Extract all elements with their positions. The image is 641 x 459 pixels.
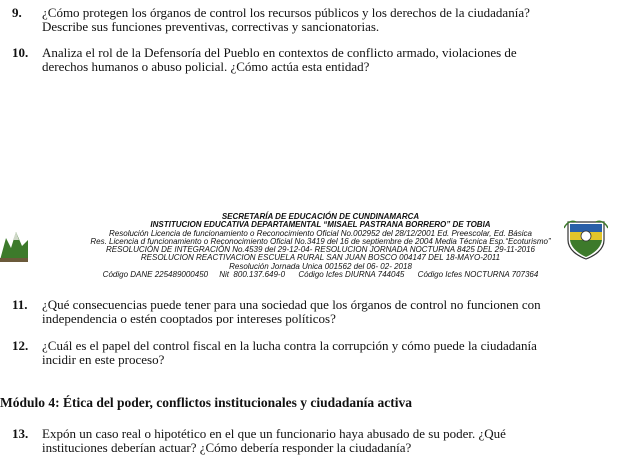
- question-text-line: ¿Cuál es el papel del control fiscal en la lucha contra la corrupción y cómo puede la ciudadanía: [42, 338, 537, 353]
- question-text-line: derechos humanos o abuso policial. ¿Cómo actúa esta entidad?: [42, 59, 370, 74]
- question-text-line: ¿Qué consecuencias puede tener para una sociedad que los órganos de control no funcionen con: [42, 297, 541, 312]
- question-number: 10.: [12, 45, 29, 60]
- header-line: SECRETARÍA DE EDUCACIÓN DE CUNDINAMARCA: [221, 212, 420, 221]
- header-line: Resolución Licencia de funcionamiento o Reconocimiento Oficial No.002952 del 28/12/2001 Ed. Preescolar, Ed. Básica: [109, 229, 532, 238]
- question-text-line: Expón un caso real o hipotético en el que un funcionario haya abusado de su poder. ¿Qué: [42, 426, 506, 441]
- question-number: 13.: [12, 426, 29, 441]
- question-13: [12, 427, 506, 455]
- header-line: Código DANE 225489000450 Nit 800.137.649-0 Código Icfes DIURNA 744045 Código Icfes NOCTURNA 707364: [102, 270, 539, 279]
- question-text-line: ¿Cómo protegen los órganos de control los recursos públicos y los derechos de la ciudadanía?: [42, 5, 530, 20]
- question-11: [12, 298, 541, 326]
- question-9: [12, 6, 530, 34]
- question-number: 12.: [12, 338, 29, 353]
- question-number: 11.: [12, 297, 28, 312]
- header-line: RESOLUCIÓN DE INTEGRACIÓN No.4539 del 29-12-04- RESOLUCION JORNADA NOCTURNA 8425 DEL 29-11-2016: [105, 245, 536, 254]
- header-line: RESOLUCION REACTIVACION ESCUELA RURAL SAN JUAN BOSCO 004147 DEL 18-MAYO-2011: [140, 253, 501, 262]
- question-text-line: instituciones deberían actuar? ¿Cómo debería responder la ciudadanía?: [42, 440, 412, 455]
- question-text-line: independencia o estén cooptados por intereses políticos?: [42, 311, 336, 326]
- question-12: [12, 339, 537, 367]
- question-text-line: Analiza el rol de la Defensoría del Pueblo en contextos de conflicto armado, violaciones de: [42, 45, 517, 60]
- question-text-line: Describe sus funciones preventivas, correctivas y sancionatorias.: [42, 19, 380, 34]
- header-line: INSTITUCION EDUCATIVA DEPARTAMENTAL “MISAEL PASTRANA BORRERO” DE TOBIA: [150, 220, 491, 229]
- header-line: Resolución Jornada Unica 001562 del 06- 02- 2018: [229, 262, 412, 271]
- question-10: [12, 46, 517, 74]
- module-heading: Módulo 4: Ética del poder, conflictos institucionales y ciudadanía activa: [0, 395, 413, 410]
- header-line: Res. Licencia d funcionamiento o Reconocimiento Oficial No.3419 del 16 de septiembre de 2004 Media Técnica Esp.“Ecoturismo”: [90, 237, 551, 246]
- question-text-line: incidir en este proceso?: [42, 352, 165, 367]
- question-number: 9.: [12, 5, 22, 20]
